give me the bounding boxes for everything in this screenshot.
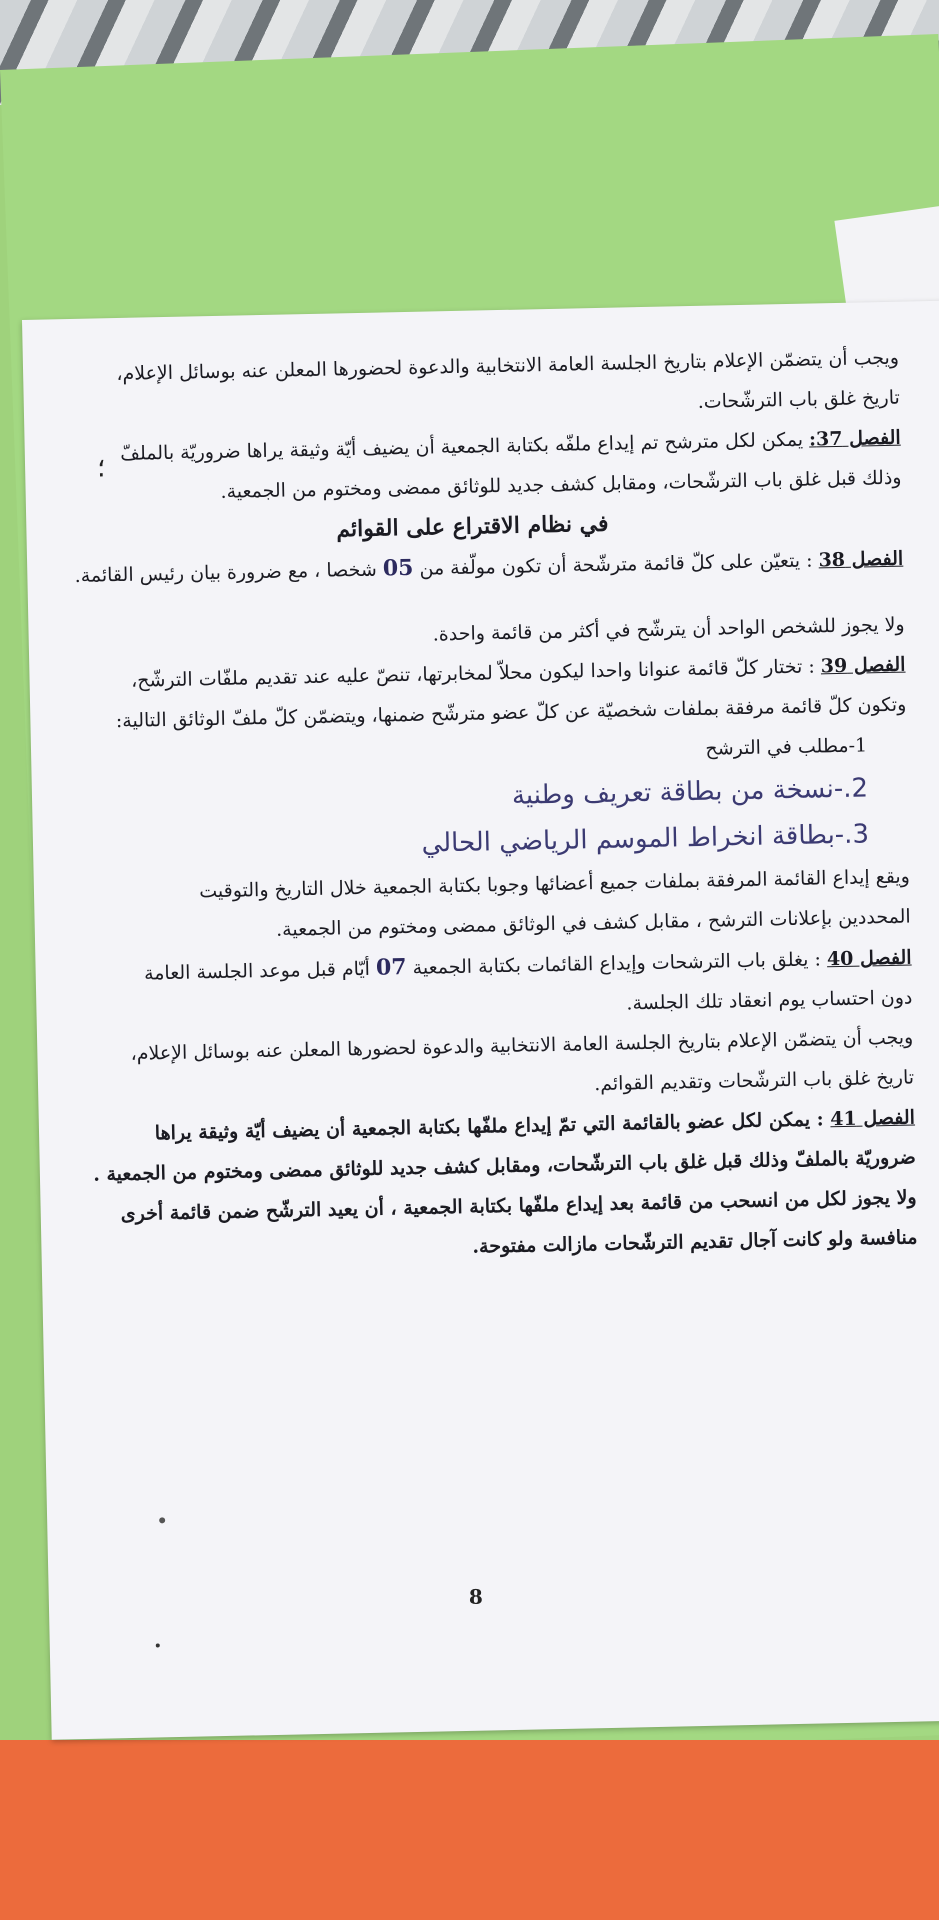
document-body [39,338,918,1276]
handwritten-number: 05 [382,554,414,582]
handwritten-number: 07 [375,954,407,981]
article-text: : يمكن لكل عضو بالقائمة التي تمّ إيداع ملفّها بكتابة الجمعية أن يضيف أيّة وثيقة يراها [154,1108,824,1145]
article-text: : يتعيّن على كلّ قائمة مترشّحة أن تكون مولّفة من [419,549,813,580]
list-item-handwritten: 3.-بطاقة انخراط الموسم الرياضي الحالي [421,819,870,859]
article-text: ولا يجوز للشخص الواحد أن يترشّح في أكثر من قائمة واحدة. [432,613,905,646]
article-text: : يغلق باب الترشحات وإيداع القائمات بكتابة الجمعية [412,948,822,979]
article-label: الفصل 38 [818,547,904,572]
article-label: الفصل 37: [808,426,901,451]
ink-dot [156,1643,160,1647]
document-page [22,301,939,1740]
article-text: منافسة ولو كانت آجال تقديم الترشّحات مازالت مفتوحة. [472,1226,918,1258]
list-item-handwritten: 2.-نسخة من بطاقة تعريف وطنية [511,773,869,811]
article-text: يمكن لكل مترشح تم إيداع ملفّه بكتابة الجمعية أن يضيف أيّة وثيقة يراها ضروريّة بالملفّ [120,428,804,465]
pen-mark: ؛ [96,453,106,484]
article-text: المحددين بإعلانات الترشح ، مقابل كشف في الوثائق ممضى ومختوم من الجمعية. [275,905,911,941]
article-label: الفصل 39 [820,653,906,678]
intro-line: ويجب أن يتضمّن الإعلام بتاريخ الجلسة العامة الانتخابية والدعوة لحضورها المعلن عنه بوسائل الإعلام، [116,346,900,386]
background-surface [0,1740,939,1920]
article-text: دون احتساب يوم انعقاد تلك الجلسة. [626,986,913,1015]
article-text: وذلك قبل غلق باب الترشّحات، ومقابل كشف جديد للوثائق ممضى ومختوم من الجمعية. [220,466,902,503]
ink-dot [159,1517,165,1523]
article-text: أيّام قبل موعد الجلسة العامة [143,957,371,985]
page-number: 8 [468,1584,484,1609]
article-text: شخصا ، مع ضرورة بيان رئيس القائمة. [74,558,378,587]
list-item: 1-مطلب في الترشح [705,734,868,760]
article-label: الفصل 40 [826,946,912,971]
article-text: ضروريّة بالملفّ وذلك قبل غلق باب الترشّحات، ومقابل كشف جديد للوثائق ممضى ومختوم من الجمعية . [93,1146,916,1186]
article-text: وتكون كلّ قائمة مرفقة بملفات شخصيّة عن كلّ عضو مترشّح ضمنها، ويتضمّن كلّ ملفّ الوثائق التالية: [115,693,907,733]
intro-line: تاريخ غلق باب الترشّحات. [697,386,901,413]
section-title: في نظام الاقتراع على القوائم [336,510,609,543]
article-text: : تختار كلّ قائمة عنوانا واحدا ليكون محلاّ لمخابرتها، تنصّ عليه عند تقديم ملفّات الترشّح، [130,655,815,692]
article-label: الفصل 41 [830,1106,916,1131]
article-text: ولا يجوز لكل من انسحب من قائمة بعد إيداع ملفّها بكتابة الجمعية ، أن يعيد الترشّح ضمن قائمة أخرى [120,1186,917,1226]
article-text: ويقع إيداع القائمة المرفقة بملفات جميع أعضائها وجوبا بكتابة الجمعية خلال التاريخ والتوقيت [199,865,911,903]
article-text: ويجب أن يتضمّن الإعلام بتاريخ الجلسة العامة الانتخابية والدعوة لحضورها المعلن عنه بوسائل الإعلام، [130,1026,914,1065]
article-text: تاريخ غلق باب الترشّحات وتقديم القوائم. [593,1066,915,1096]
